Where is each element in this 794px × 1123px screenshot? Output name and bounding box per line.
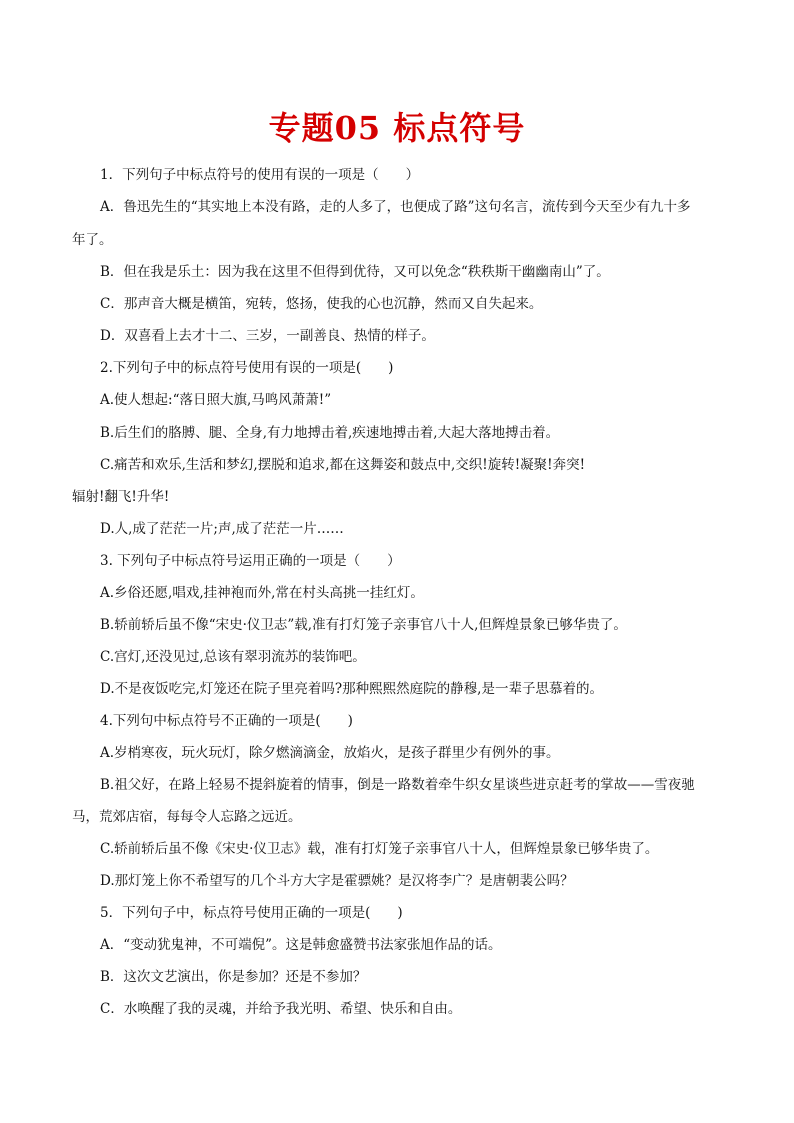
question-1-option-d: D．双喜看上去才十二、三岁，一副善良、热情的样子。 xyxy=(100,328,435,344)
question-2-stem: 2.下列句子中的标点符号使用有误的一项是( ) xyxy=(100,360,394,376)
question-4-stem: 4.下列句中标点符号不正确的一项是( ) xyxy=(100,713,353,729)
question-5-option-b: B．这次文艺演出，你是参加？还是不参加？ xyxy=(100,969,367,985)
question-5-option-c: C．水唤醒了我的灵魂，并给予我光明、希望、快乐和自由。 xyxy=(100,1001,462,1017)
question-5-option-a: A．“变动犹鬼神，不可端倪”。这是韩愈盛赞书法家张旭作品的话。 xyxy=(100,937,502,953)
question-2-option-a: A.使人想起:“落日照大旗,马鸣风萧萧!” xyxy=(100,392,332,408)
question-2-option-d: D.人,成了茫茫一片;声,成了茫茫一片…… xyxy=(100,521,344,537)
question-1-option-a-continued: 年了。 xyxy=(72,232,113,248)
question-1-option-c: C．那声音大概是横笛，宛转，悠扬，使我的心也沉静，然而又自失起来。 xyxy=(100,296,543,312)
question-2-option-c-continued: 辐射!翻飞!升华! xyxy=(72,489,170,505)
question-4-option-b-continued: 马，荒郊店宿，每每令人忘路之远近。 xyxy=(72,809,302,825)
question-4-option-c: C.轿前轿后虽不像《宋史·仪卫志》载，准有打灯笼子亲事官八十人，但辉煌景象已够华贵了。 xyxy=(100,841,659,857)
question-1-option-b: B．但在我是乐土：因为我在这里不但得到优待，又可以免念“秩秩斯干幽幽南山”了。 xyxy=(100,264,610,280)
question-2-option-c: C.痛苦和欢乐,生活和梦幻,摆脱和追求,都在这舞姿和鼓点中,交织!旋转!凝聚!奔突! xyxy=(100,457,586,473)
question-1-stem: 1．下列句子中标点符号的使用有误的一项是（ ） xyxy=(100,167,420,183)
question-1-option-a: A．鲁迅先生的“其实地上本没有路，走的人多了，也便成了路”这句名言，流传到今天至少有九十多 xyxy=(100,199,691,215)
question-3-stem: 3. 下列句子中标点符号运用正确的一项是（ ） xyxy=(100,553,401,569)
question-3-option-b: B.轿前轿后虽不像“宋史·仪卫志”载,准有打灯笼子亲事官八十人,但辉煌景象已够华贵了。 xyxy=(100,617,627,633)
question-4-option-d: D.那灯笼上你不希望写的几个斗方大字是霍骠姚？是汉将李广？是唐朝裴公吗？ xyxy=(100,873,574,889)
question-4-option-b: B.祖父好，在路上轻易不提斜旋着的情事，倒是一路数着牵牛织女星谈些进京赶考的掌故——雪夜驰 xyxy=(100,777,695,793)
page-title: 专题05 标点符号 xyxy=(268,109,526,147)
question-5-stem: 5．下列句子中，标点符号使用正确的一项是( ) xyxy=(100,905,403,921)
question-4-option-a: A.岁梢寒夜，玩火玩灯，除夕燃滴滴金，放焰火，是孩子群里少有例外的事。 xyxy=(100,745,560,761)
question-3-option-a: A.乡俗还愿,唱戏,挂神袍而外,常在村头高挑一挂红灯。 xyxy=(100,585,424,601)
question-3-option-d: D.不是夜饭吃完,灯笼还在院子里亮着吗?那种熙熙然庭院的静穆,是一辈子思慕着的。 xyxy=(100,681,603,697)
question-2-option-b: B.后生们的胳膊、腿、全身,有力地搏击着,疾速地搏击着,大起大落地搏击着。 xyxy=(100,425,560,441)
question-3-option-c: C.宫灯,还没见过,总该有翠羽流苏的装饰吧。 xyxy=(100,649,366,665)
